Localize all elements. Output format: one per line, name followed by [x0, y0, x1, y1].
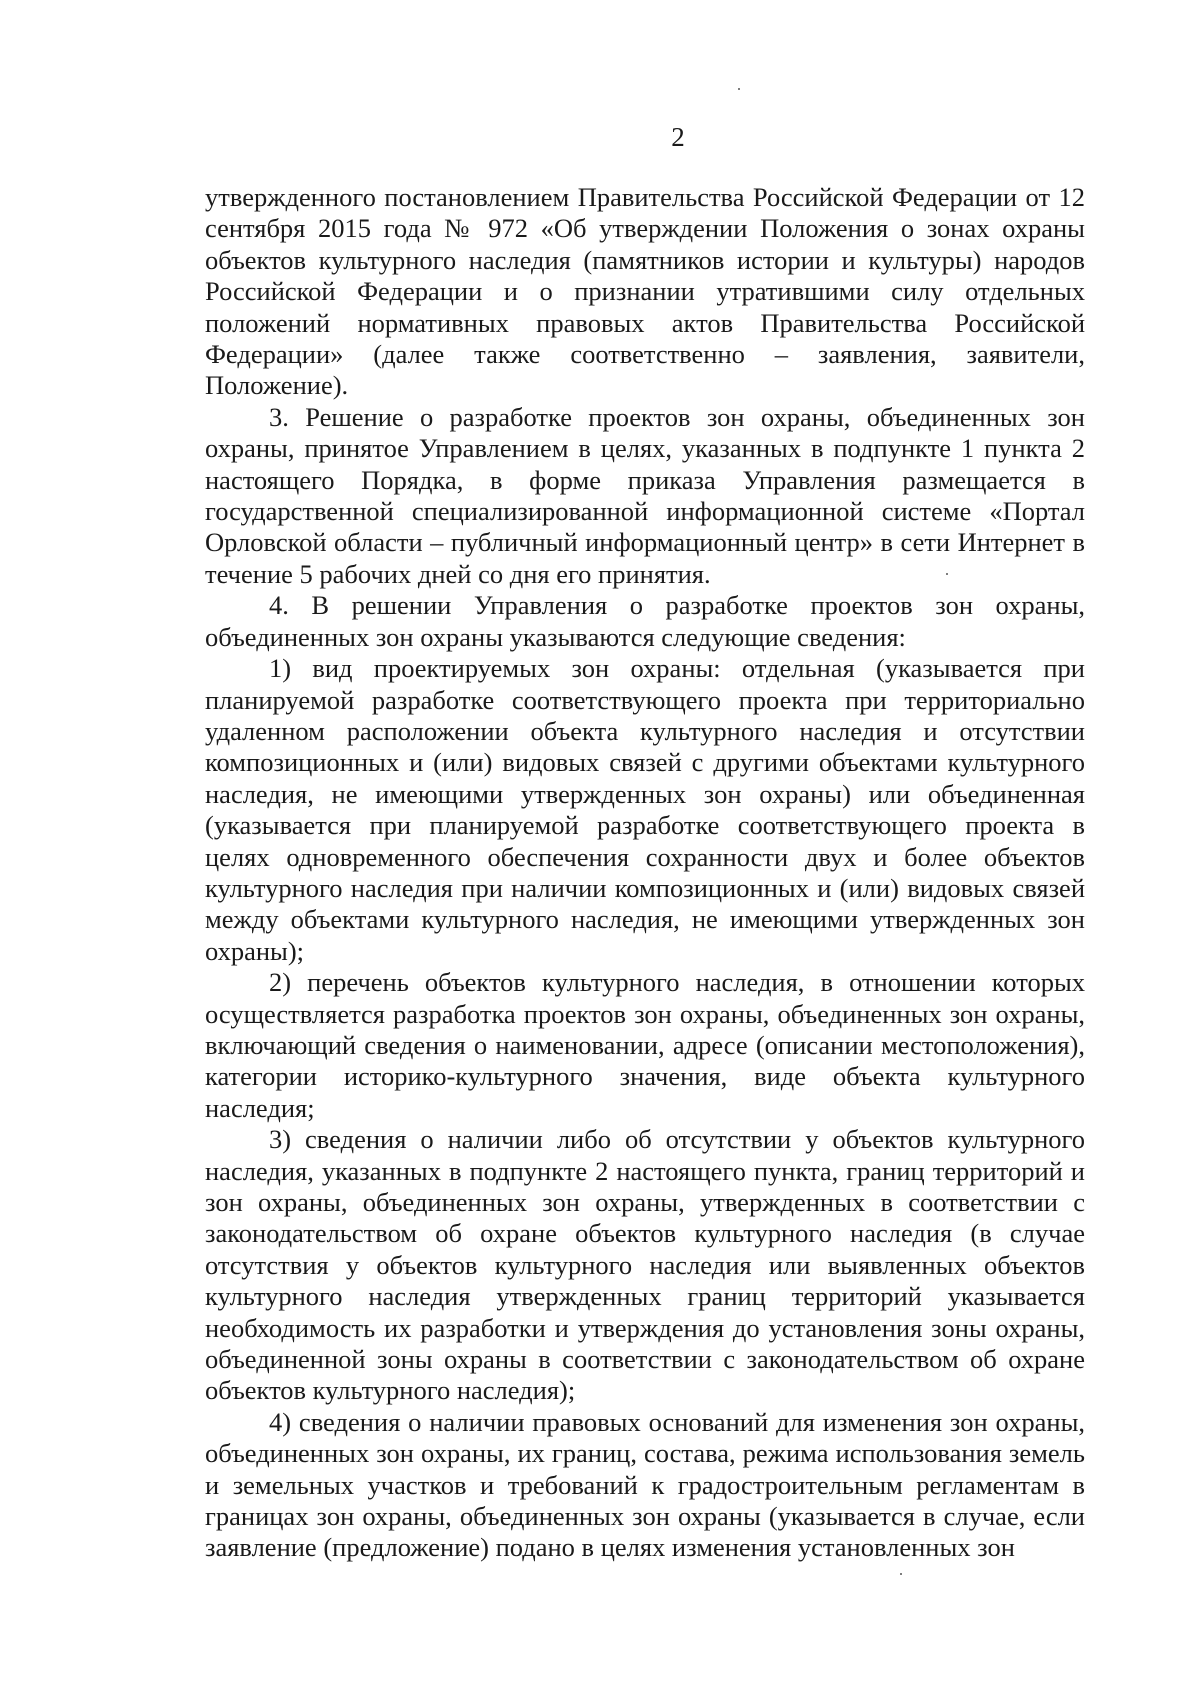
subitem-3: 3) сведения о наличии либо об отсутствии у объектов культурного наследия, указанных в подпункте 2 настоящего пункта, границ территорий и зон охраны, объединенных зон охраны, утвержденных в соответствии с законодательством об охране объектов культурного наследия (в случае отсутствия у объектов культурного наследия или выявленных объектов культурного наследия утвержденных границ территорий указывается необходимость их разработки и утверждения до установления зоны охраны, объединенной зоны охраны в соответствии с законодательством об охране объектов культурного наследия);: [205, 1124, 1085, 1406]
subitem-4: 4) сведения о наличии правовых оснований для изменения зон охраны, объединенных зон охраны, их границ, состава, режима использования земель и земельных участков и требований к градостроительным регламентам в границах зон охраны, объединенных зон охраны (указывается в случае, если заявление (предложение) подано в целях изменения установленных зон: [205, 1406, 1085, 1563]
page-number: 2: [671, 122, 685, 152]
scan-speck: [900, 1573, 902, 1575]
subitem-2: 2) перечень объектов культурного наследия, в отношении которых осуществляется разработка проектов зон охраны, объединенных зон охраны, включающий сведения о наименовании, адресе (описании местоположения), категории историко-культурного значения, виде объекта культурного наследия;: [205, 967, 1085, 1123]
paragraph-item-4: 4. В решении Управления о разработке проектов зон охраны, объединенных зон охраны указываются следующие сведения:: [205, 590, 1085, 652]
paragraph-item-3: 3. Решение о разработке проектов зон охраны, объединенных зон охраны, принятое Управлением в целях, указанных в подпункте 1 пункта 2 настоящего Порядка, в форме приказа Управления размещается в государственной специализированной информационной системе «Портал Орловской области – публичный информационный центр» в сети Интернет в течение 5 рабочих дней со дня его принятия.: [205, 401, 1085, 589]
scan-speck: [738, 88, 740, 90]
document-body: [205, 182, 1085, 1564]
paragraph-continuation: утвержденного постановлением Правительства Российской Федерации от 12 сентября 2015 года № 972 «Об утверждении Положения о зонах охраны объектов культурного наследия (памятников истории и культуры) народов Российской Федерации и о признании утратившими силу отдельных положений нормативных правовых актов Правительства Российской Федерации» (далее также соответственно – заявления, заявители, Положение).: [205, 182, 1085, 401]
scan-speck: [946, 573, 948, 575]
subitem-1: 1) вид проектируемых зон охраны: отдельная (указывается при планируемой разработке соответствующего проекта при территориально удаленном расположении объекта культурного наследия и отсутствии композиционных и (или) видовых связей с другими объектами культурного наследия, не имеющими утвержденных зон охраны) или объединенная (указывается при планируемой разработке соответствующего проекта в целях одновременного обеспечения сохранности двух и более объектов культурного наследия при наличии композиционных и (или) видовых связей между объектами культурного наследия, не имеющими утвержденных зон охраны);: [205, 653, 1085, 966]
